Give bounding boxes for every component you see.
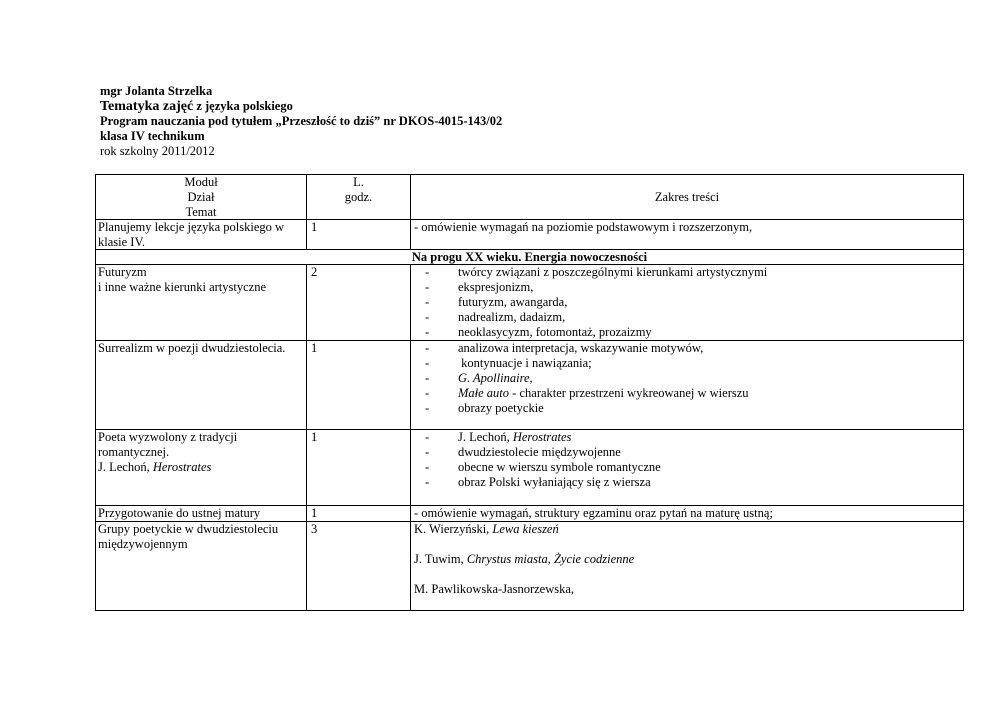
dash-mark: - [425,280,430,294]
work-title: Lewa kieszeń [492,522,559,536]
row1-content: - omówienie wymagań na poziomie podstawowym i rozszerzonym, [414,220,753,234]
dash-mark: - [425,460,430,474]
bullet-text-italic: Małe auto [458,386,510,400]
bullet-text: obrazy poetyckie [458,401,544,415]
bullet-text: neoklasycyzm, fotomontaż, prozaizmy [458,325,652,339]
bullet-item [425,356,749,371]
dash-mark: - [425,325,430,339]
table-border-bottom [95,610,964,611]
work-title: Chrystus miasta [466,552,548,566]
table-border-right [963,174,964,611]
col-header-module [96,175,306,220]
bullet-text: nadrealizm, dadaizm, [458,310,566,324]
bullet-item [425,445,661,460]
col-divider-1b [306,264,307,611]
dash-mark: - [425,341,430,355]
content-paragraph [414,552,634,582]
content-paragraph: M. Pawlikowska-Jasnorzewska, [414,582,575,596]
dash-mark: - [425,401,430,415]
bullet-item [425,371,749,386]
dash-mark: - [425,430,430,444]
topic-line: Poeta wyzwolony z tradycji [98,430,238,444]
row2-hours: 2 [311,265,318,279]
row5-content: - omówienie wymagań, struktury egzaminu oraz pytań na maturę ustną; [414,506,773,520]
row3-topic: Surrealizm w poezji dwudziestolecia. [98,341,286,355]
work-title: Życie codzienne [553,552,635,566]
bullet-text: kontynuacje i nawiązania; [458,356,592,370]
row6-topic [98,522,278,552]
row4-topic [98,430,237,475]
col-header-module-line: Temat [185,205,217,219]
section-title: Na progu XX wieku. Energia nowoczesności [411,250,648,264]
row4-hours: 1 [311,430,318,444]
school-year: rok szkolny 2011/2012 [100,144,215,158]
row3-hours: 1 [311,341,318,355]
row6-hours: 3 [311,522,318,536]
topic-line: Planujemy lekcje języka polskiego w [98,220,285,234]
col-divider-2a [410,174,411,249]
col-header-hours-line: godz. [344,190,373,204]
dash-mark: - [425,265,430,279]
bullet-text: twórcy związani z poszczególnymi kierunkami artystycznymi [458,265,768,279]
bullet-text: charakter przestrzeni wykreowanej w wierszu [519,386,749,400]
col-header-module-line: Moduł [184,175,218,189]
document-title [100,99,502,114]
dash-mark: - [425,310,430,324]
topic-line: Grupy poetyckie w dwudziestoleciu [98,522,279,536]
topic-line: Futuryzm [98,265,147,279]
topic-line: romantycznej. [98,445,170,459]
bullet-text: dwudziestolecie międzywojenne [458,445,621,459]
bullet-item [425,460,661,475]
bullet-item [425,341,749,356]
bullet-text-italic: Herostrates [512,430,572,444]
col-header-hours-line: L. [353,175,364,189]
bullet-text: analizowa interpretacja, wskazywanie motywów, [458,341,704,355]
content-paragraph [414,522,634,552]
title-main: Tematyka zajęć [100,99,194,114]
topic-line: i inne ważne kierunki artystyczne [98,280,266,294]
bullet-text: obecne w wierszu symbole romantyczne [458,460,661,474]
row2-content [425,265,767,340]
row1-hours: 1 [311,220,318,234]
col-header-hours [307,175,410,205]
col-header-module-line: Dział [187,190,215,204]
bullet-text: J. Lechoń, [458,430,513,444]
author-text: K. Wierzyński, [414,522,493,536]
row4-content [425,430,661,490]
bullet-text: obraz Polski wyłaniający się z wiersza [458,475,651,489]
dash-mark: - [425,356,430,370]
bullet-item [425,325,767,340]
topic-text: J. Lechoń, [98,460,153,474]
table-border-left [95,174,96,611]
bullet-item [425,475,661,490]
row6-content [414,522,634,597]
dash-mark: - [425,386,430,400]
bullet-text-separator: - [509,386,520,400]
topic-line: międzywojennym [98,537,188,551]
topic-line: klasie IV. [98,235,145,249]
row5-topic: Przygotowanie do ustnej matury [98,506,261,520]
bullet-text: G. Apollinaire, [458,371,533,385]
col-divider-2b [410,264,411,611]
class-line: klasa IV technikum [100,129,205,143]
program-line: Program nauczania pod tytułem „Przeszłość to dziś” nr DKOS-4015-143/02 [100,114,503,128]
topic-line [98,460,237,475]
dash-mark: - [425,445,430,459]
bullet-item [425,265,767,280]
row1-topic [98,220,284,250]
document-header [100,84,502,159]
dash-mark: - [425,295,430,309]
bullet-item [425,401,749,416]
author-text: J. Tuwim, [414,552,467,566]
bullet-item [425,310,767,325]
row3-content [425,341,749,416]
bullet-item [425,295,767,310]
bullet-text: futuryzm, awangarda, [458,295,568,309]
bullet-item [425,430,661,445]
topic-text-italic: Herostrates [152,460,212,474]
row5-hours: 1 [311,506,318,520]
separator-text: , [547,552,554,566]
bullet-text: ekspresjonizm, [458,280,534,294]
dash-mark: - [425,475,430,489]
title-rest: z języka polskiego [193,99,293,113]
row2-topic [98,265,266,295]
dash-mark: - [425,371,430,385]
col-header-content: Zakres treści [654,190,720,204]
bullet-item [425,280,767,295]
author-name: mgr Jolanta Strzelka [100,84,213,98]
bullet-item [425,386,749,401]
